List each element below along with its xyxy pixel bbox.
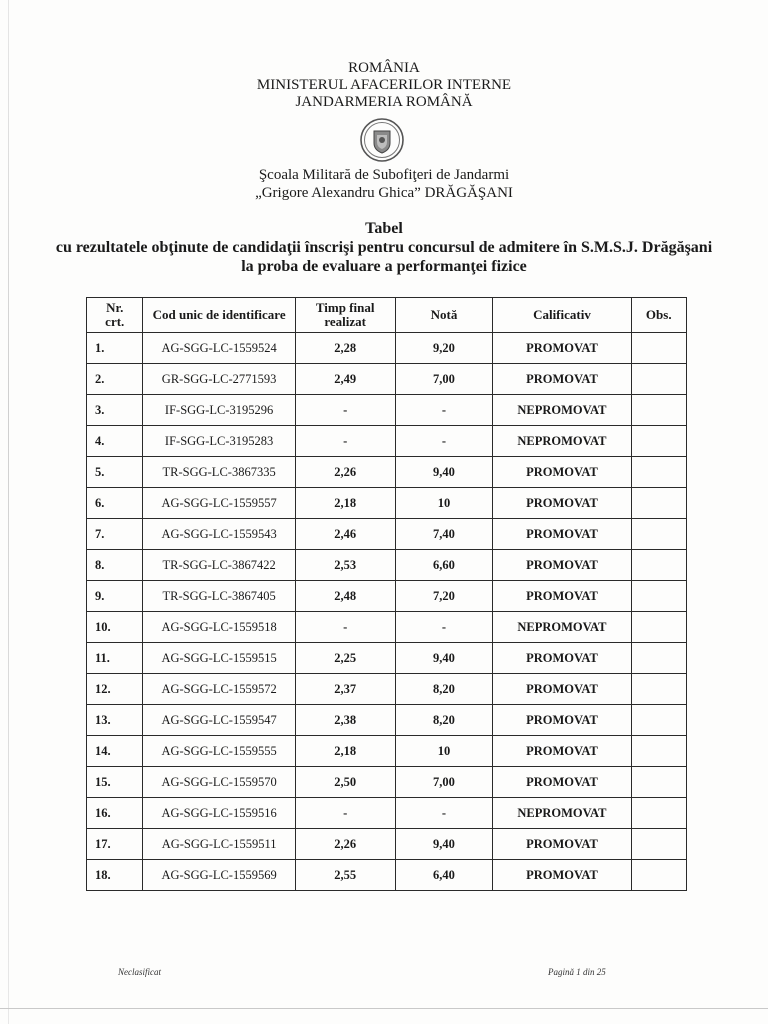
results-table	[86, 297, 687, 891]
cell-qualification: NEPROMOVAT	[493, 612, 631, 643]
table-row	[87, 829, 687, 860]
cell-code: TR-SGG-LC-3867405	[143, 581, 295, 612]
cell-time: -	[295, 426, 395, 457]
cell-grade: 7,40	[395, 519, 493, 550]
document-title	[0, 219, 768, 276]
cell-time: -	[295, 798, 395, 829]
cell-obs	[631, 705, 686, 736]
cell-grade: -	[395, 395, 493, 426]
cell-grade: 8,20	[395, 674, 493, 705]
cell-qualification: PROMOVAT	[493, 457, 631, 488]
cell-qualification: PROMOVAT	[493, 488, 631, 519]
cell-nr: 10.	[87, 612, 143, 643]
cell-nr: 13.	[87, 705, 143, 736]
cell-code: GR-SGG-LC-2771593	[143, 364, 295, 395]
header-nr-line2: crt.	[105, 314, 125, 329]
cell-grade: 8,20	[395, 705, 493, 736]
cell-time: 2,26	[295, 829, 395, 860]
table-row	[87, 736, 687, 767]
cell-obs	[631, 426, 686, 457]
document-header	[0, 60, 768, 111]
cell-nr: 3.	[87, 395, 143, 426]
cell-obs	[631, 612, 686, 643]
header-ministry: MINISTERUL AFACERILOR INTERNE	[256, 77, 512, 93]
cell-qualification: NEPROMOVAT	[493, 395, 631, 426]
footer-page-number: Pagină 1 din 25	[548, 967, 606, 977]
cell-obs	[631, 643, 686, 674]
cell-qualification: NEPROMOVAT	[493, 798, 631, 829]
cell-grade: -	[395, 798, 493, 829]
cell-code: IF-SGG-LC-3195296	[143, 395, 295, 426]
cell-qualification: PROMOVAT	[493, 829, 631, 860]
table-row	[87, 798, 687, 829]
cell-grade: 7,20	[395, 581, 493, 612]
table-row	[87, 395, 687, 426]
cell-time: -	[295, 612, 395, 643]
cell-grade: 6,40	[395, 860, 493, 891]
cell-code: AG-SGG-LC-1559515	[143, 643, 295, 674]
cell-grade: 10	[395, 488, 493, 519]
cell-obs	[631, 736, 686, 767]
cell-time: 2,49	[295, 364, 395, 395]
cell-nr: 1.	[87, 333, 143, 364]
footer-classification: Neclasificat	[118, 967, 161, 977]
cell-time: 2,55	[295, 860, 395, 891]
header-time-line2: realizat	[324, 314, 366, 329]
cell-nr: 7.	[87, 519, 143, 550]
cell-grade: -	[395, 612, 493, 643]
cell-grade: 9,40	[395, 643, 493, 674]
table-row	[87, 519, 687, 550]
cell-code: IF-SGG-LC-3195283	[143, 426, 295, 457]
header-country: ROMÂNIA	[348, 60, 420, 76]
cell-qualification: PROMOVAT	[493, 364, 631, 395]
cell-obs	[631, 488, 686, 519]
title-line2: cu rezultatele obţinute de candidaţii înscrişi pentru concursul de admitere în S.M.S.J. Drăgăşani	[55, 239, 713, 256]
cell-time: 2,18	[295, 736, 395, 767]
cell-code: AG-SGG-LC-1559518	[143, 612, 295, 643]
cell-qualification: PROMOVAT	[493, 705, 631, 736]
header-time	[295, 298, 395, 333]
table-row	[87, 674, 687, 705]
title-line3: la proba de evaluare a performanţei fizice	[241, 258, 527, 275]
cell-nr: 4.	[87, 426, 143, 457]
page-edge-left	[8, 0, 9, 1024]
cell-nr: 8.	[87, 550, 143, 581]
cell-nr: 15.	[87, 767, 143, 798]
cell-obs	[631, 829, 686, 860]
header-code: Cod unic de identificare	[143, 298, 295, 333]
cell-qualification: PROMOVAT	[493, 674, 631, 705]
cell-obs	[631, 550, 686, 581]
header-grade: Notă	[395, 298, 493, 333]
cell-time: 2,48	[295, 581, 395, 612]
table-row	[87, 550, 687, 581]
school-name	[0, 166, 768, 202]
cell-time: 2,38	[295, 705, 395, 736]
cell-time: 2,37	[295, 674, 395, 705]
cell-code: AG-SGG-LC-1559516	[143, 798, 295, 829]
cell-time: 2,53	[295, 550, 395, 581]
table-header-row	[87, 298, 687, 333]
cell-nr: 9.	[87, 581, 143, 612]
header-institution: JANDARMERIA ROMÂNĂ	[295, 94, 473, 110]
cell-obs	[631, 457, 686, 488]
cell-obs	[631, 767, 686, 798]
cell-qualification: PROMOVAT	[493, 550, 631, 581]
header-obs: Obs.	[631, 298, 686, 333]
cell-code: AG-SGG-LC-1559511	[143, 829, 295, 860]
cell-grade: 9,20	[395, 333, 493, 364]
cell-obs	[631, 519, 686, 550]
cell-code: AG-SGG-LC-1559524	[143, 333, 295, 364]
cell-time: 2,18	[295, 488, 395, 519]
cell-grade: 6,60	[395, 550, 493, 581]
table-row	[87, 612, 687, 643]
table-row	[87, 426, 687, 457]
cell-grade: 9,40	[395, 829, 493, 860]
cell-time: 2,46	[295, 519, 395, 550]
cell-time: 2,25	[295, 643, 395, 674]
cell-obs	[631, 395, 686, 426]
cell-qualification: PROMOVAT	[493, 860, 631, 891]
table-row	[87, 457, 687, 488]
cell-obs	[631, 798, 686, 829]
table-row	[87, 767, 687, 798]
cell-qualification: PROMOVAT	[493, 519, 631, 550]
cell-nr: 6.	[87, 488, 143, 519]
cell-code: TR-SGG-LC-3867422	[143, 550, 295, 581]
table-row	[87, 364, 687, 395]
cell-time: 2,28	[295, 333, 395, 364]
gendarmerie-crest-icon	[359, 117, 405, 163]
table-row	[87, 643, 687, 674]
cell-code: TR-SGG-LC-3867335	[143, 457, 295, 488]
cell-code: AG-SGG-LC-1559557	[143, 488, 295, 519]
header-nr-line1: Nr.	[106, 300, 124, 315]
cell-qualification: PROMOVAT	[493, 643, 631, 674]
header-qualification: Calificativ	[493, 298, 631, 333]
cell-qualification: PROMOVAT	[493, 333, 631, 364]
cell-code: AG-SGG-LC-1559569	[143, 860, 295, 891]
title-line1: Tabel	[365, 220, 403, 237]
cell-time: 2,50	[295, 767, 395, 798]
cell-code: AG-SGG-LC-1559572	[143, 674, 295, 705]
cell-qualification: PROMOVAT	[493, 736, 631, 767]
table-row	[87, 581, 687, 612]
cell-nr: 2.	[87, 364, 143, 395]
header-nr	[87, 298, 143, 333]
cell-grade: 9,40	[395, 457, 493, 488]
cell-qualification: PROMOVAT	[493, 581, 631, 612]
table-row	[87, 860, 687, 891]
school-line1: Şcoala Militară de Subofiţeri de Jandarmi	[258, 167, 510, 183]
cell-time: 2,26	[295, 457, 395, 488]
cell-obs	[631, 364, 686, 395]
page-edge-bottom	[0, 1008, 768, 1009]
cell-code: AG-SGG-LC-1559543	[143, 519, 295, 550]
cell-nr: 5.	[87, 457, 143, 488]
cell-obs	[631, 860, 686, 891]
cell-qualification: NEPROMOVAT	[493, 426, 631, 457]
cell-code: AG-SGG-LC-1559555	[143, 736, 295, 767]
cell-grade: 7,00	[395, 767, 493, 798]
cell-grade: -	[395, 426, 493, 457]
cell-code: AG-SGG-LC-1559547	[143, 705, 295, 736]
cell-qualification: PROMOVAT	[493, 767, 631, 798]
cell-nr: 11.	[87, 643, 143, 674]
table-row	[87, 333, 687, 364]
table-row	[87, 705, 687, 736]
cell-grade: 7,00	[395, 364, 493, 395]
cell-obs	[631, 581, 686, 612]
cell-obs	[631, 674, 686, 705]
cell-code: AG-SGG-LC-1559570	[143, 767, 295, 798]
school-line2: „Grigore Alexandru Ghica” DRĂGĂŞANI	[255, 185, 513, 201]
cell-nr: 16.	[87, 798, 143, 829]
cell-time: -	[295, 395, 395, 426]
table-row	[87, 488, 687, 519]
cell-nr: 18.	[87, 860, 143, 891]
header-time-line1: Timp final	[315, 300, 375, 315]
cell-nr: 12.	[87, 674, 143, 705]
cell-obs	[631, 333, 686, 364]
cell-grade: 10	[395, 736, 493, 767]
cell-nr: 17.	[87, 829, 143, 860]
cell-nr: 14.	[87, 736, 143, 767]
